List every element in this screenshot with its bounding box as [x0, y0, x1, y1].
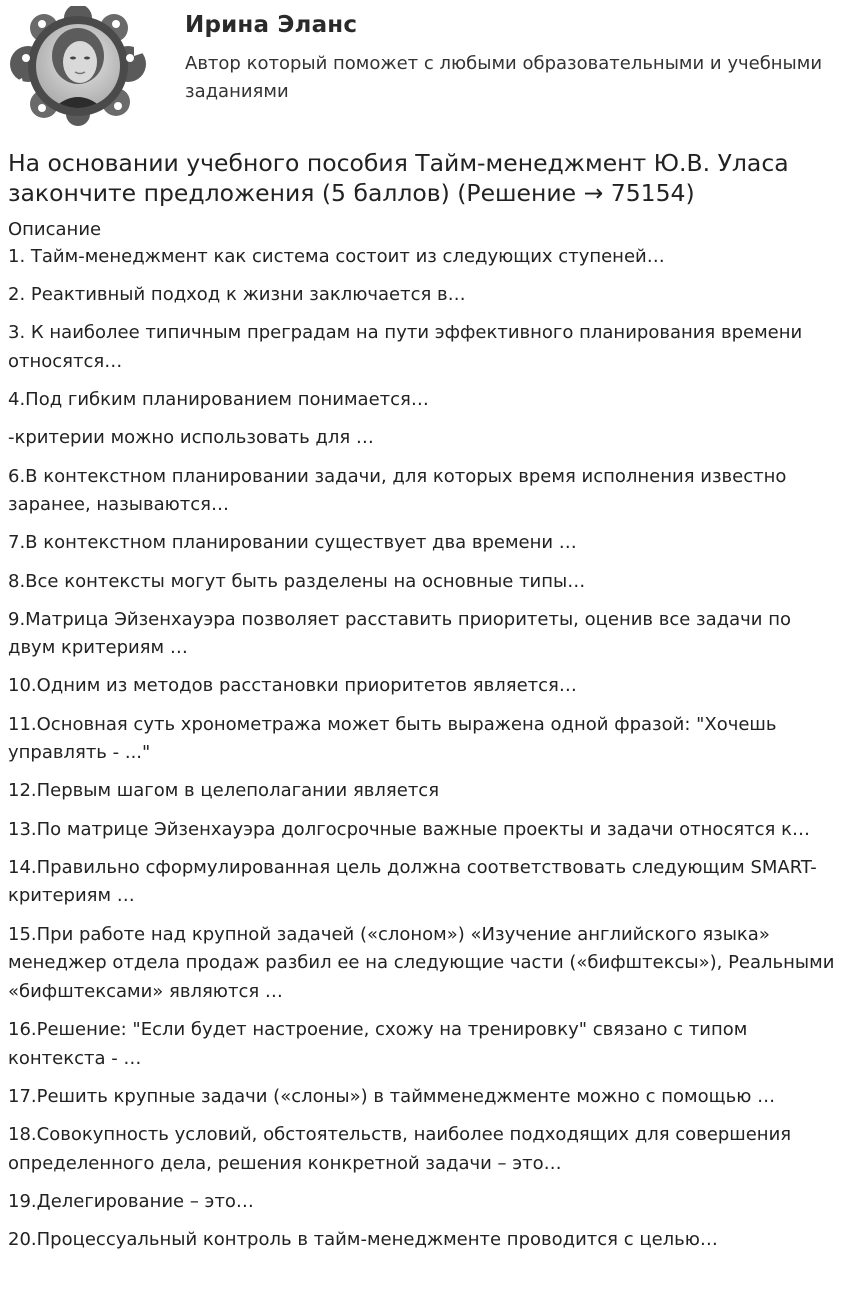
question-item: 12.Первым шагом в целеполагании является: [8, 780, 440, 802]
questions-list: [8, 243, 840, 1264]
question-item: 8.Все контексты могут быть разделены на основные типы…: [8, 570, 586, 592]
question-item: -критерии можно использовать для …: [8, 427, 374, 449]
question-item: 7.В контекстном планировании существует два времени …: [8, 532, 577, 554]
question-item: 18.Совокупность условий, обстоятельств, наиболее подходящих для совершения определенного дела, решения конкретной задачи – это…: [8, 1123, 792, 1174]
question-item: 1. Тайм-менеджмент как система состоит из следующих ступеней…: [8, 246, 665, 267]
question-item: 16.Решение: "Если будет настроение, схожу на тренировку" связано с типом контекста - …: [8, 1018, 748, 1069]
question-item: 2. Реактивный подход к жизни заключается в…: [8, 284, 466, 306]
question-item: 14.Правильно сформулированная цель должна соответствовать следующим SMART-критериям …: [8, 856, 817, 907]
page-title: На основании учебного пособия Тайм-менеджмент Ю.В. Уласа закончите предложения (5 баллов) (Решение → 75154): [8, 149, 789, 207]
question-item: 15.При работе над крупной задачей («слоном») «Изучение английского языка» менеджер отдела продаж разбил ее на следующие части («бифштексы»), Реальными «бифштексами» являются …: [8, 923, 835, 1002]
question-item: 4.Под гибким планированием понимается…: [8, 389, 429, 411]
description-label: Описание: [8, 219, 102, 240]
question-item: 11.Основная суть хронометража может быть выражена одной фразой: "Хочешь управлять - ...": [8, 713, 777, 764]
question-item: 17.Решить крупные задачи («слоны») в таймменеджменте можно с помощью …: [8, 1085, 776, 1107]
question-item: 3. К наиболее типичным преградам на пути эффективного планирования времени относятся…: [8, 322, 803, 372]
author-name[interactable]: Ирина Эланс: [185, 12, 358, 38]
question-item: 13.По матрице Эйзенхауэра долгосрочные важные проекты и задачи относятся к…: [8, 818, 810, 840]
question-item: 6.В контекстном планировании задачи, для которых время исполнения известно заранее, называются…: [8, 465, 787, 516]
question-item: 10.Одним из методов расстановки приоритетов является…: [8, 675, 577, 697]
author-card: [0, 0, 847, 130]
question-item: 19.Делегирование – это…: [8, 1190, 254, 1212]
author-description: Автор который поможет с любыми образовательными и учебными заданиями: [185, 53, 823, 102]
author-avatar: [6, 6, 152, 126]
question-item: 9.Матрица Эйзенхауэра позволяет расставить приоритеты, оценив все задачи по двум критериям …: [8, 608, 791, 659]
question-item: 20.Процессуальный контроль в тайм-менеджменте проводится с целью…: [8, 1228, 718, 1250]
